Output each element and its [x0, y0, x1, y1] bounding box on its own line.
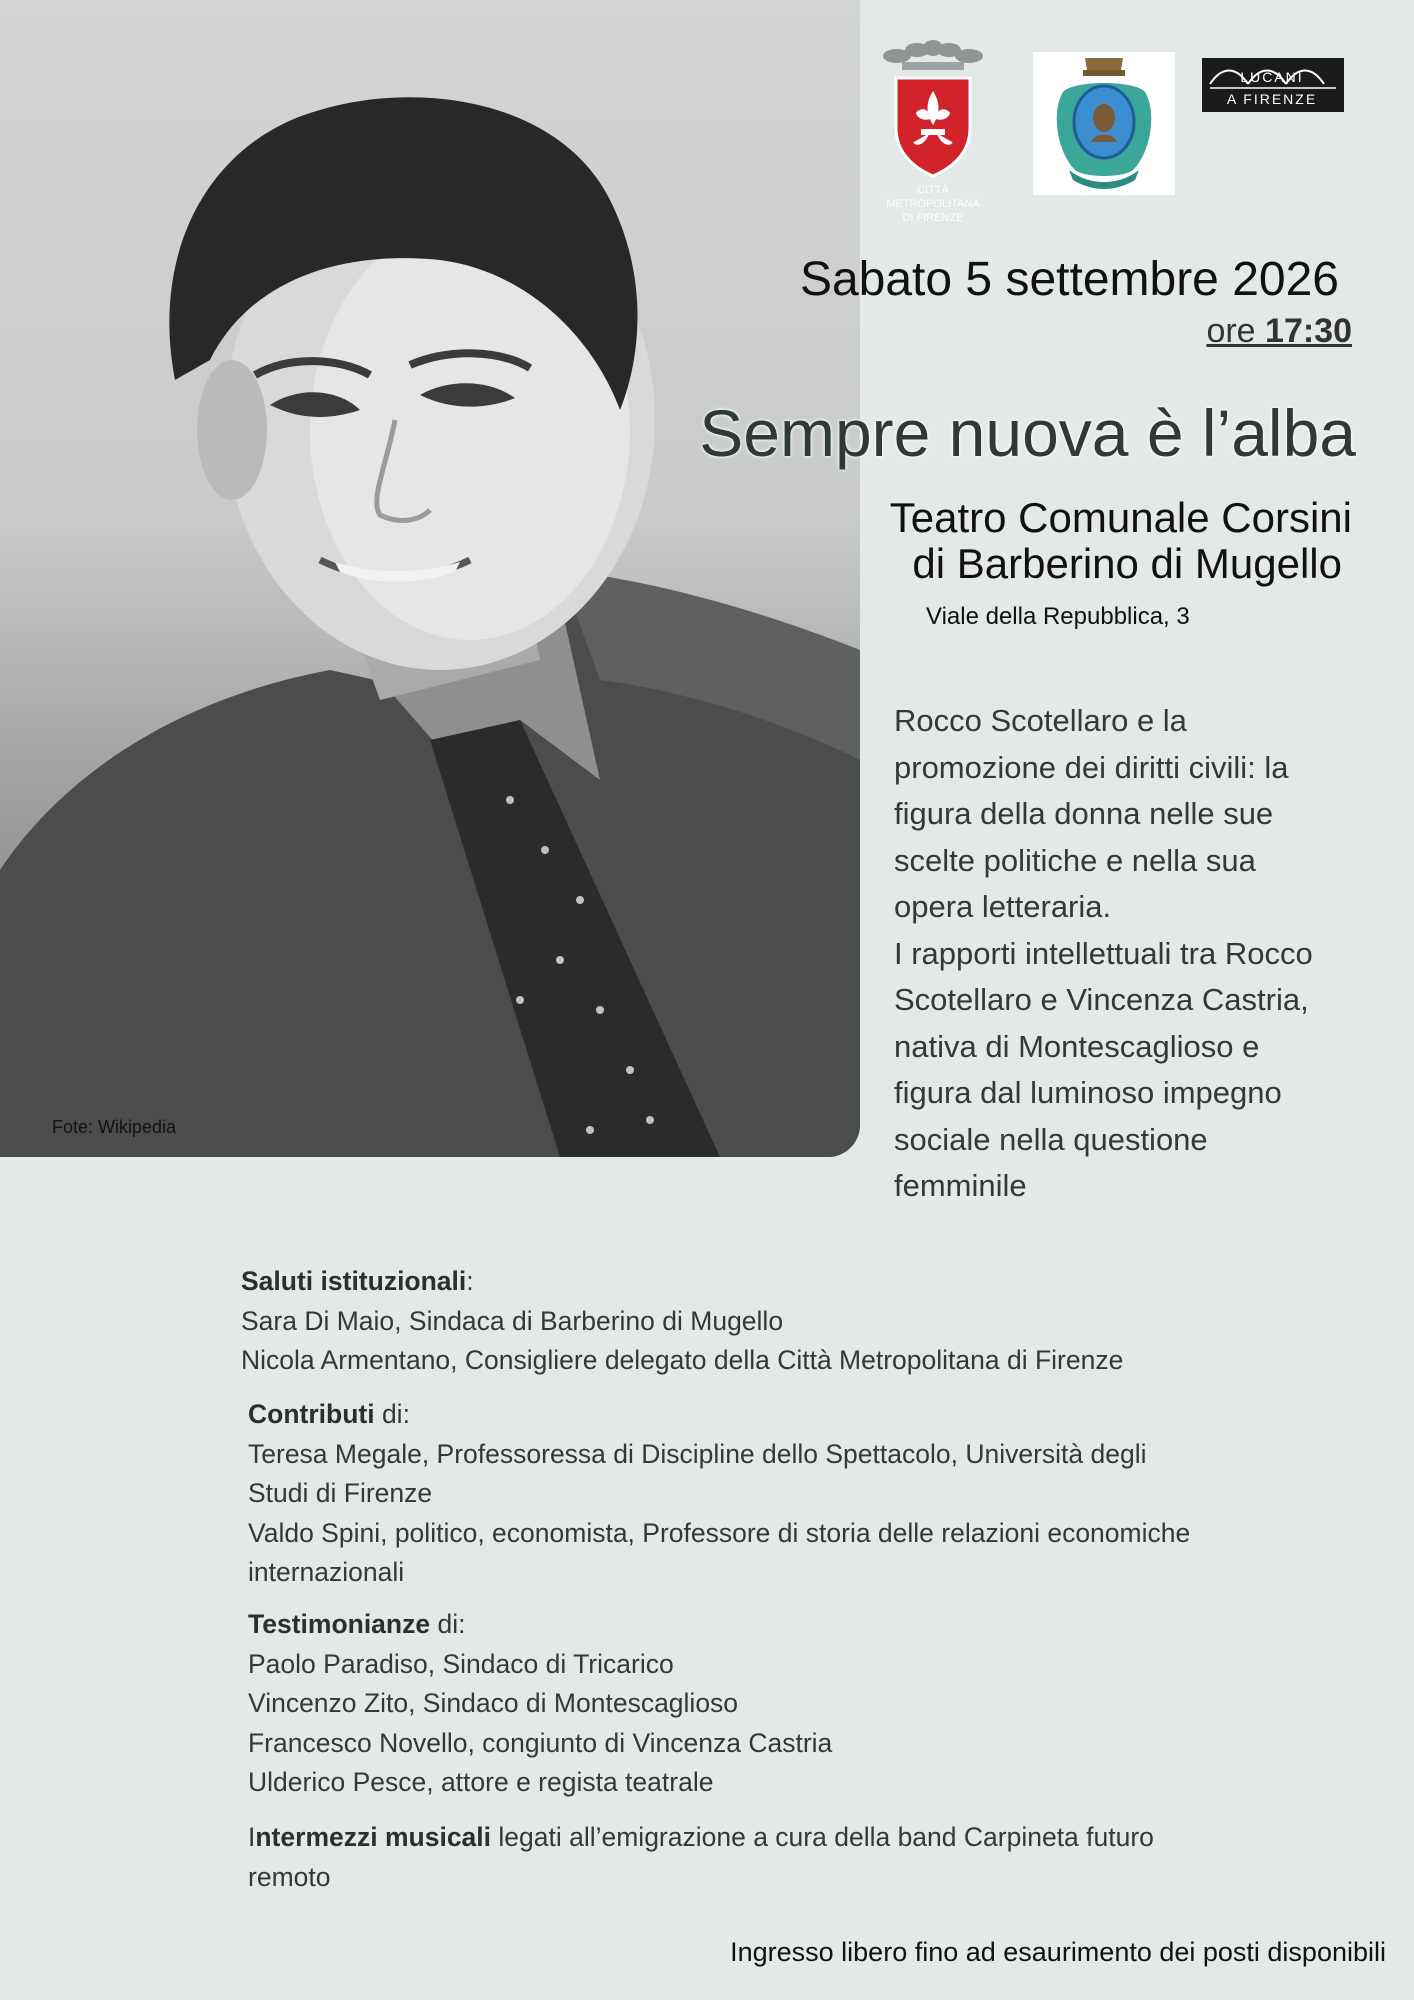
firenze-caption-line2: DI FIRENZE [902, 212, 964, 224]
contributi-line: Studi di Firenze [248, 1478, 433, 1508]
lucani-line1: LUCANI [1240, 69, 1304, 85]
intermezzi-section [248, 1818, 1154, 1897]
event-time [1206, 312, 1352, 351]
saluti-line: Sara Di Maio, Sindaca di Barberino di Mugello [241, 1305, 784, 1336]
contributi-line: internazionali [248, 1557, 405, 1587]
barberino-logo [1033, 52, 1175, 195]
contributi-heading: Contributi [248, 1399, 375, 1429]
intermezzi-line1-rest: legati all’emigrazione a cura della band Carpineta futuro [491, 1822, 1154, 1852]
venue-line1: Teatro Comunale Corsini [889, 494, 1352, 541]
lucani-a-firenze-logo [1202, 58, 1344, 112]
testimonianze-line: Paolo Paradiso, Sindaco di Tricarico [248, 1648, 674, 1679]
description-line: figura dal luminoso impegno [894, 1075, 1282, 1110]
firenze-crest-icon [872, 38, 994, 178]
event-date: Sabato 5 settembre 2026 [799, 253, 1339, 306]
description-line: Scotellaro e Vincenza Castria, [894, 982, 1309, 1017]
description-line: Rocco Scotellaro e la [894, 703, 1187, 738]
testimonianze-line: Vincenzo Zito, Sindaco di Montescaglioso [248, 1688, 739, 1718]
firenze-caption-line1: CITTÀ METROPOLITANA [886, 184, 980, 210]
testimonianze-section [248, 1605, 832, 1803]
description-line: femminile [894, 1168, 1027, 1203]
contributi-line: Valdo Spini, politico, economista, Professore di storia delle relazioni economiche [248, 1517, 1191, 1548]
intermezzi-line1 [248, 1818, 1154, 1858]
testimonianze-line: Francesco Novello, congiunto di Vincenza Castria [248, 1727, 833, 1758]
free-entry-note: Ingresso libero fino ad esaurimento dei posti disponibili [730, 1937, 1386, 1967]
portrait-photo [0, 0, 860, 1157]
contributi-heading-line [248, 1395, 1190, 1435]
saluti-heading: Saluti istituzionali [241, 1266, 467, 1296]
venue-address: Viale della Repubblica, 3 [926, 603, 1190, 630]
testimonianze-suffix: di: [430, 1609, 466, 1639]
event-time-value: 17:30 [1265, 312, 1352, 350]
lucani-arch-icon [1202, 58, 1344, 112]
testimonianze-line: Ulderico Pesce, attore e regista teatrale [248, 1767, 714, 1797]
venue-line2: di Barberino di Mugello [912, 540, 1342, 587]
intermezzi-prefix: I [248, 1822, 256, 1852]
contributi-section [248, 1395, 1190, 1593]
intermezzi-line2: remoto [248, 1861, 331, 1892]
intermezzi-heading: ntermezzi musicali [255, 1822, 492, 1852]
saluti-heading-line [241, 1262, 1123, 1302]
lucani-line2: A FIRENZE [1226, 91, 1318, 107]
testimonianze-heading: Testimonianze [248, 1609, 431, 1639]
testimonianze-heading-line [248, 1605, 832, 1645]
contributi-line: Teresa Megale, Professoressa di Discipline dello Spettacolo, Università degli [248, 1438, 1147, 1469]
description-line: figura della donna nelle sue [894, 796, 1274, 831]
event-time-prefix: ore [1206, 312, 1256, 350]
description-line: sociale nella questione [894, 1121, 1208, 1157]
description-line: opera letteraria. [894, 889, 1112, 924]
saluti-suffix: : [466, 1266, 474, 1296]
description-line: scelte politiche e nella sua [894, 842, 1256, 878]
description-line: promozione dei diritti civili: la [894, 749, 1289, 785]
photo-credit: Fote: Wikipedia [52, 1117, 177, 1137]
description-line: nativa di Montescaglioso e [894, 1028, 1260, 1064]
barberino-crest-icon [1033, 52, 1175, 195]
event-description [894, 698, 1364, 1210]
citta-metropolitana-logo [872, 38, 994, 224]
description-line: I rapporti intellettuali tra Rocco [894, 935, 1313, 971]
saluti-line: Nicola Armentano, Consigliere delegato della Città Metropolitana di Firenze [241, 1345, 1124, 1375]
portrait-illustration [0, 0, 860, 1157]
saluti-section [241, 1262, 1123, 1381]
contributi-suffix: di: [374, 1399, 410, 1429]
event-title: Sempre nuova è l’alba [699, 396, 1356, 470]
